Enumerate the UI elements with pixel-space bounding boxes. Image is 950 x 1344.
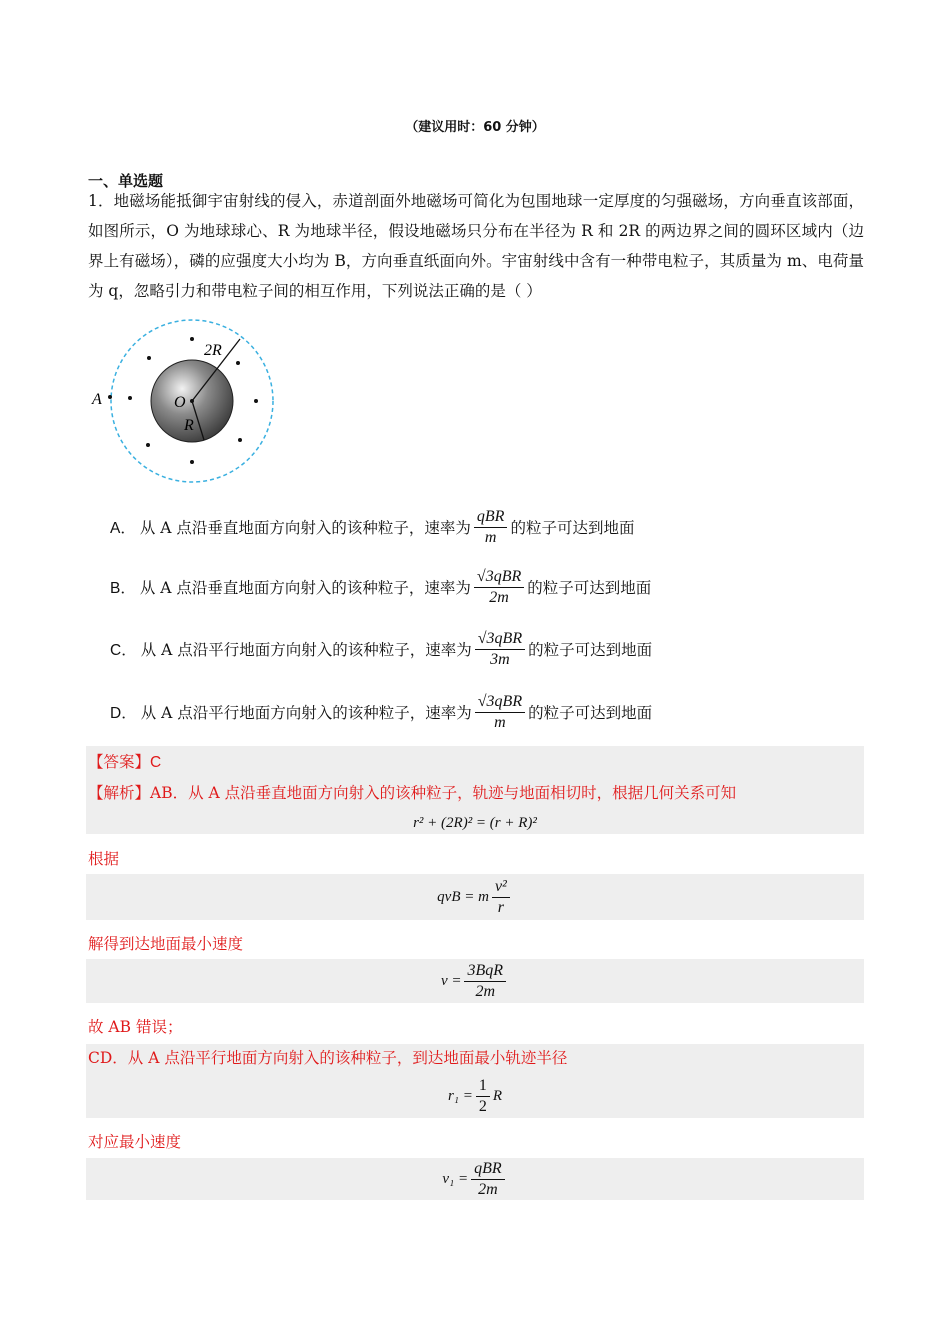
label-A: A [92,391,102,408]
text-6: 对应最小速度 [88,1133,182,1151]
option-d[interactable] [110,687,652,737]
option-text: 从 A 点沿垂直地面方向射入的该种粒子，速率为 [139,519,471,537]
label-2R: 2R [204,342,222,359]
option-text-end: 的粒子可达到地面 [528,704,653,722]
equation-5: v₁ = $\frac{\text{qBR}}{2m}$ [86,1158,864,1200]
fraction: $\frac{\text{√3qBR}}{m}$ [475,693,525,732]
time-hint: （建议用时：60 分钟） [405,120,545,135]
answer-tag: 【答案】 [88,753,151,771]
option-a[interactable] [110,502,634,552]
text-2: 根据 [88,850,120,868]
equation-3: v = $\frac{\text{3BqR}}{2m}$ [86,959,864,1003]
option-b[interactable] [110,562,651,612]
text-3: 解得到达地面最小速度 [88,935,244,953]
option-label: A． [110,520,136,537]
option-text: 从 A 点沿平行地面方向射入的该种粒子，速率为 [140,641,472,659]
analysis-tag: 【解析】 [88,784,151,802]
question-text: 地磁场能抵御宇宙射线的侵入，赤道剖面外地磁场可简化为包围地球一定厚度的匀强磁场，方向垂直该部面，如图所示，O 为地球球心、R 为地球半径，假设地磁场只分布在半径为 R 和 2R 的两边界之间的圆环区域内（边界上有磁场），磷的应强度大小均为 B，方向垂直纸面向外。宇宙射线中含有一种带电粒子，其质量为 m、电荷量为 q，忽略引力和带电粒子间的相互作用，下列说法正确的是（ ） [88,192,864,300]
equation-4: r₁ = $\frac{1}{2}$ R [447,1076,503,1115]
option-text: 从 A 点沿平行地面方向射入的该种粒子，速率为 [140,704,472,722]
magnetic-field-figure [88,318,288,488]
option-c[interactable] [110,624,652,674]
equation-1: r² + (2R)² = (r + R)² [413,814,537,831]
text-5: CD．从 A 点沿平行地面方向射入的该种粒子，到达地面最小轨迹半径 [88,1049,568,1067]
fraction: $\frac{\text{√3qBR}}{3m}$ [475,630,525,669]
equation-2: qvB = m $\frac{\text{v²}}{r}$ [86,874,864,920]
option-label: B． [110,580,136,597]
section-title: 一、单选题 [88,172,164,190]
answer-value: C [150,754,162,771]
option-label: C． [110,642,137,659]
option-text: 从 A 点沿垂直地面方向射入的该种粒子，速率为 [139,579,471,597]
analysis-text: AB．从 A 点沿垂直地面方向射入的该种粒子，轨迹与地面相切时，根据几何关系可知 [150,784,737,802]
option-label: D． [110,705,137,722]
center-point [190,399,194,403]
label-R: R [184,417,194,434]
fraction: $\frac{\text{√3qBR}}{2m}$ [474,568,524,607]
question-number: 1． [88,192,114,210]
question-stem [88,186,864,306]
fraction: $\frac{\text{qBR}}{m}$ [474,508,508,547]
option-text-end: 的粒子可达到地面 [527,579,652,597]
answer-line [88,750,161,772]
option-text-end: 的粒子可达到地面 [528,641,653,659]
text-4: 故 AB 错误； [88,1018,183,1036]
option-text-end: 的粒子可达到地面 [510,519,635,537]
label-O: O [174,394,186,411]
analysis-line-1 [88,781,736,803]
